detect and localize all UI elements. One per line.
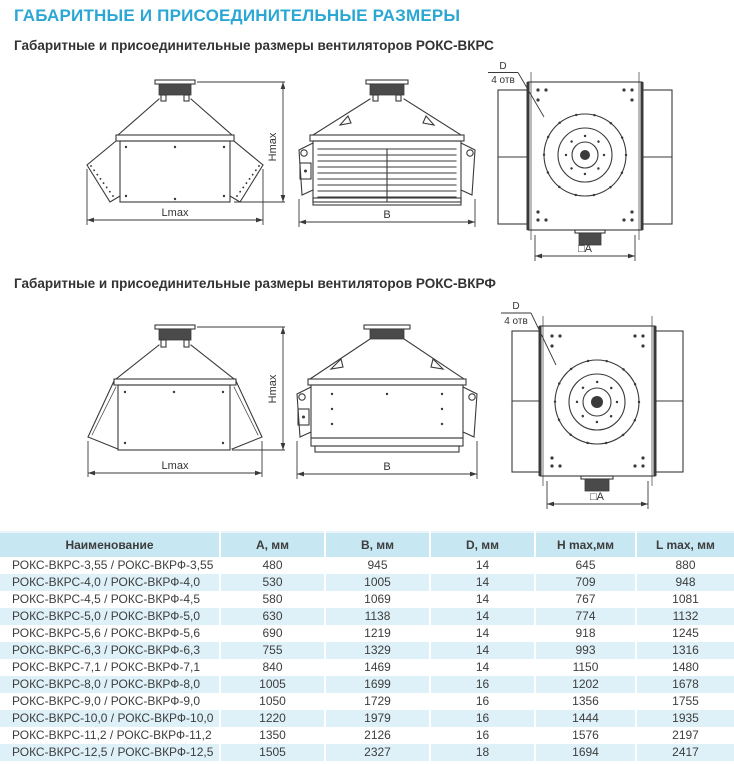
cell-name: РОКС-ВКРС-5,6 / РОКС-ВКРФ-5,6 [0,625,220,642]
cell-name: РОКС-ВКРС-7,1 / РОКС-ВКРФ-7,1 [0,659,220,676]
cell-lmax: 1755 [672,694,699,708]
cell-d: 16 [430,710,535,727]
cell-d: 16 [430,693,535,710]
cell-name: РОКС-ВКРС-8,0 / РОКС-ВКРФ-8,0 [0,676,220,693]
vkrf-side-view-drawing [285,297,480,519]
cell-hmax: 993 [535,642,636,659]
cell-b: 1219 [325,625,430,642]
dimensions-table [0,531,734,761]
cell-name: РОКС-ВКРС-4,5 / РОКС-ВКРФ-4,5 [0,591,220,608]
cell-hmax: 709 [535,574,636,591]
cell-b: 1979 [325,710,430,727]
cell-hmax: 1576 [535,727,636,744]
dim-label-square-a: □A [590,491,604,503]
dim-label-square-a: □A [578,243,592,255]
col-header-b: В, мм [325,532,430,557]
dim-label-b: B [383,461,391,473]
table-row [0,710,734,727]
cell-d: 16 [430,676,535,693]
page-title: ГАБАРИТНЫЕ И ПРИСОЕДИНИТЕЛЬНЫЕ РАЗМЕРЫ [14,6,461,25]
table-row [0,744,734,761]
vkrf-front-view-drawing [30,297,285,519]
section-title-vkrf: Габаритные и присоединительные размеры вентиляторов РОКС-ВКРФ [14,276,496,291]
col-header-d: D, мм [430,532,535,557]
table-row [0,608,734,625]
cell-d: 16 [430,727,535,744]
cell-a: 580 [220,591,325,608]
cell-lmax: 948 [636,574,734,591]
fan-impeller-circles [544,114,626,196]
cell-a: 530 [220,574,325,591]
dim-label-lmax: Lmax [161,460,189,472]
drawings-vkrs [0,59,734,264]
cell-b: 1329 [325,642,430,659]
cell-d: 14 [430,608,535,625]
col-header-lmax: L max, мм [636,532,734,557]
cell-lmax: 1935 [636,710,734,727]
holes-count-label: 4 отв [504,316,528,327]
cell-lmax: 2417 [636,744,734,761]
cell-b: 2126 [325,727,430,744]
cell-lmax: 1316 [636,642,734,659]
table-row [0,693,734,710]
cell-d: 14 [430,659,535,676]
cell-name: РОКС-ВКРС-3,55 / РОКС-ВКРФ-3,55 [0,557,220,574]
cell-d: 14 [430,642,535,659]
cell-lmax: 1081 [672,592,699,606]
cell-d: 18 [430,744,535,761]
cell-a: 630 [220,608,325,625]
cell-hmax: 1444 [535,710,636,727]
col-header-a: А, мм [220,532,325,557]
drawings-vkrf [0,297,734,519]
cell-b: 945 [325,557,430,574]
cell-b: 1729 [325,693,430,710]
hole-diameter-label: D [512,301,520,312]
cell-name: РОКС-ВКРС-10,0 / РОКС-ВКРФ-10,0 [0,710,220,727]
vkrf-top-view-drawing [480,297,734,519]
cell-b: 1005 [325,574,430,591]
cell-b: 1469 [325,659,430,676]
cell-lmax: 2197 [672,728,699,742]
cell-name: РОКС-ВКРС-4,0 / РОКС-ВКРФ-4,0 [0,574,220,591]
cell-a: 1350 [220,727,325,744]
holes-count-label: 4 отв [491,75,515,86]
cell-hmax: 1202 [535,676,636,693]
col-header-hmax: Н max,мм [535,532,636,557]
cell-a: 1220 [220,710,325,727]
cell-a: 1050 [220,693,325,710]
cell-lmax: 880 [675,558,696,572]
cell-a: 755 [220,642,325,659]
cell-name: РОКС-ВКРС-5,0 / РОКС-ВКРФ-5,0 [0,608,220,625]
cell-name: РОКС-ВКРС-6,3 / РОКС-ВКРФ-6,3 [0,642,220,659]
cell-hmax: 767 [535,591,636,608]
table-row [0,727,734,744]
cell-b: 2327 [325,744,430,761]
cell-d: 14 [430,625,535,642]
table-row [0,659,734,676]
cell-lmax: 1480 [672,660,699,674]
dim-label-lmax: Lmax [161,207,189,219]
cell-d: 14 [430,591,535,608]
vkrs-side-view-drawing [285,59,480,264]
cell-a: 1005 [220,676,325,693]
table-row [0,676,734,693]
cell-hmax: 1694 [535,744,636,761]
dim-label-hmax: Hmax [267,132,279,162]
vkrs-front-view-drawing [30,59,285,264]
table-row [0,574,734,591]
cell-lmax: 1245 [672,626,699,640]
cell-name: РОКС-ВКРС-9,0 / РОКС-ВКРФ-9,0 [0,693,220,710]
cell-name: РОКС-ВКРС-12,5 / РОКС-ВКРФ-12,5 [0,744,220,761]
table-header [0,532,734,557]
cell-d: 14 [430,557,535,574]
col-header-name: Наименование [0,532,220,557]
table-row [0,642,734,659]
vkrs-top-view-drawing [480,59,734,264]
section-title-vkrs: Габаритные и присоединительные размеры вентиляторов РОКС-ВКРС [14,38,494,53]
cell-a: 690 [220,625,325,642]
dim-label-hmax: Hmax [267,374,279,404]
dim-label-b: B [383,209,391,221]
table-row [0,591,734,608]
cell-d: 14 [430,574,535,591]
fan-impeller-circles [555,360,639,444]
cell-lmax: 1678 [636,676,734,693]
hole-diameter-label: D [499,61,507,72]
cell-hmax: 918 [535,625,636,642]
table-row [0,557,734,574]
cell-a: 1505 [220,744,325,761]
cell-hmax: 1356 [535,693,636,710]
table-row [0,625,734,642]
cell-b: 1138 [325,608,430,625]
cell-hmax: 645 [535,557,636,574]
cell-b: 1069 [325,591,430,608]
cell-name: РОКС-ВКРС-11,2 / РОКС-ВКРФ-11,2 [0,727,220,744]
cell-a: 480 [220,557,325,574]
cell-a: 840 [220,659,325,676]
cell-hmax: 1150 [535,659,636,676]
cell-hmax: 774 [535,608,636,625]
cell-lmax: 1132 [636,608,734,625]
cell-b: 1699 [325,676,430,693]
